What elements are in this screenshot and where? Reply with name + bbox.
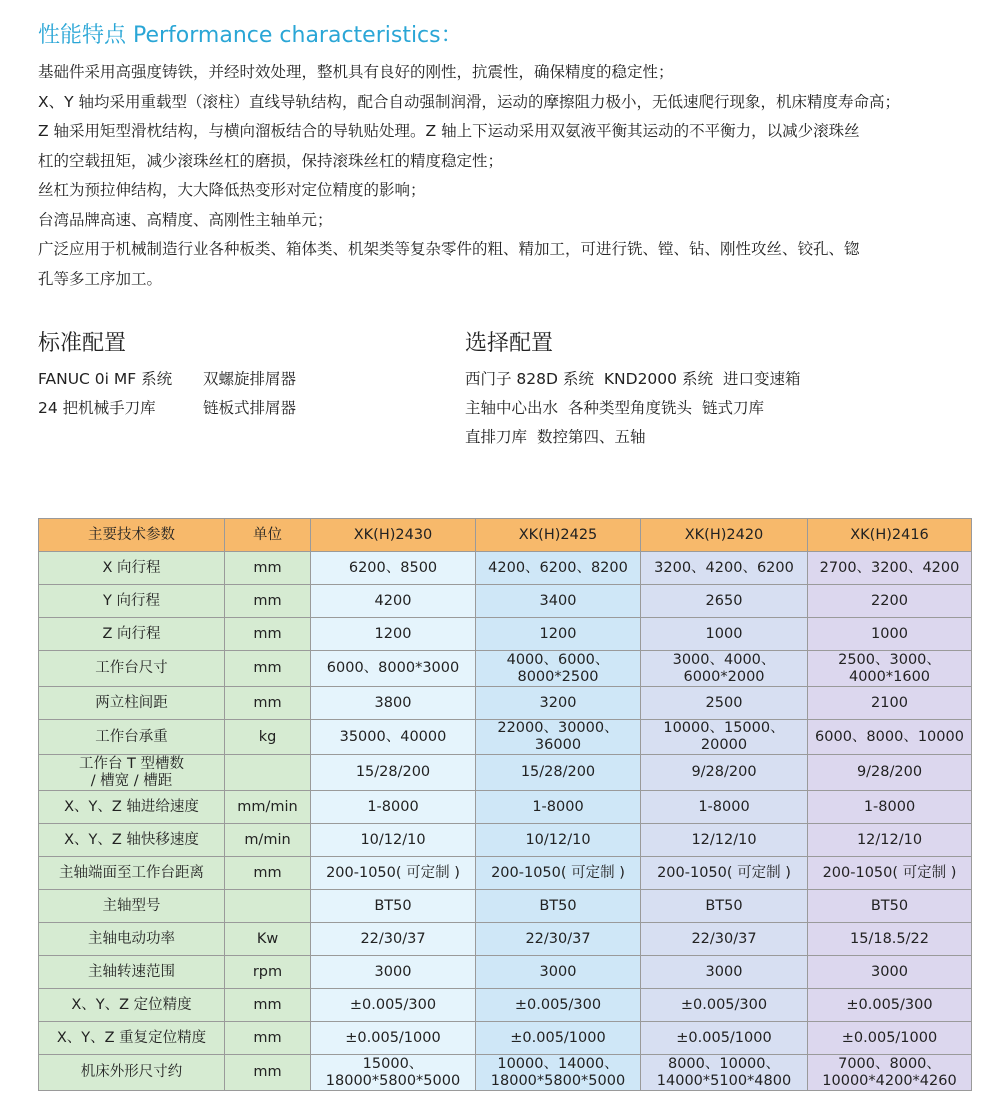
optional-config-row — [465, 365, 810, 394]
performance-line: 基础件采用高强度铸铁，并经时效处理，整机具有良好的刚性，抗震性，确保精度的稳定性； — [38, 63, 674, 81]
spec-unit-cell: mm — [225, 687, 311, 720]
performance-title: 性能特点 Performance characteristics： — [38, 23, 463, 48]
spec-value-cell: 22/30/37 — [641, 923, 808, 956]
spec-value-cell: 3200 — [476, 687, 641, 720]
spec-value-cell: BT50 — [808, 890, 972, 923]
spec-value-cell: 1-8000 — [808, 791, 972, 824]
spec-value-cell: 3000 — [476, 956, 641, 989]
table-row — [39, 989, 972, 1022]
optional-config-item: 链式刀库 — [702, 399, 765, 417]
spec-unit-cell: mm — [225, 1022, 311, 1055]
spec-value-cell: 10/12/10 — [476, 824, 641, 857]
spec-param-cell: 主轴电动功率 — [39, 923, 225, 956]
spec-header-model: XK(H)2420 — [641, 519, 808, 552]
spec-value-cell: 15/28/200 — [476, 755, 641, 791]
spec-value-cell: 1-8000 — [311, 791, 476, 824]
standard-config-item: FANUC 0i MF 系统 — [38, 370, 173, 388]
spec-value-cell: 1-8000 — [641, 791, 808, 824]
spec-value-cell: 10/12/10 — [311, 824, 476, 857]
spec-table-body — [39, 552, 972, 1091]
spec-param-cell: X 向行程 — [39, 552, 225, 585]
spec-value-cell: 2500、3000、 4000*1600 — [808, 651, 972, 687]
spec-value-cell: 1200 — [476, 618, 641, 651]
spec-unit-cell: mm/min — [225, 791, 311, 824]
spec-value-cell: 6000、8000、10000 — [808, 720, 972, 755]
spec-unit-cell: m/min — [225, 824, 311, 857]
spec-value-cell: 6200、8500 — [311, 552, 476, 585]
table-row — [39, 1022, 972, 1055]
performance-line: 杠的空载扭矩，减少滚珠丝杠的磨损，保持滚珠丝杠的精度稳定性； — [38, 151, 504, 170]
table-row — [39, 720, 972, 755]
spec-value-cell: ±0.005/1000 — [476, 1022, 641, 1055]
spec-value-cell: 3200、4200、6200 — [641, 552, 808, 585]
spec-unit-cell: Kw — [225, 923, 311, 956]
table-row — [39, 585, 972, 618]
spec-value-cell: 200-1050( 可定制 ) — [311, 857, 476, 890]
standard-config-title: 标准配置 — [38, 331, 127, 356]
optional-config-item: 直排刀库 — [465, 428, 528, 446]
spec-value-cell: 3000 — [311, 956, 476, 989]
table-row — [39, 552, 972, 585]
table-row — [39, 687, 972, 720]
standard-config-row — [38, 365, 296, 394]
table-row — [39, 824, 972, 857]
spec-unit-cell: mm — [225, 552, 311, 585]
optional-config-item: 进口变速箱 — [722, 370, 801, 388]
spec-param-cell: 主轴型号 — [39, 890, 225, 923]
spec-value-cell: 10000、14000、 18000*5800*5000 — [476, 1055, 641, 1091]
table-row — [39, 923, 972, 956]
optional-config — [465, 326, 810, 452]
spec-header-param: 主要技术参数 — [39, 519, 225, 552]
spec-value-cell: ±0.005/300 — [311, 989, 476, 1022]
optional-config-item: 各种类型角度铣头 — [568, 399, 693, 417]
standard-config-row — [38, 394, 296, 423]
spec-value-cell: 7000、8000、 10000*4200*4260 — [808, 1055, 972, 1091]
standard-config — [38, 326, 296, 423]
optional-config-item: 西门子 828D 系统 — [465, 370, 594, 388]
standard-config-item: 链板式排屑器 — [203, 399, 297, 417]
table-row — [39, 956, 972, 989]
optional-config-title: 选择配置 — [465, 331, 554, 356]
spec-value-cell: 15000、 18000*5800*5000 — [311, 1055, 476, 1091]
spec-unit-cell: mm — [225, 618, 311, 651]
table-row — [39, 791, 972, 824]
spec-value-cell: BT50 — [311, 890, 476, 923]
spec-param-cell: X、Y、Z 轴快移速度 — [39, 824, 225, 857]
spec-value-cell: 12/12/10 — [641, 824, 808, 857]
table-row — [39, 651, 972, 687]
spec-value-cell: 3000 — [808, 956, 972, 989]
optional-config-item: KND2000 系统 — [603, 370, 713, 388]
spec-value-cell: ±0.005/300 — [808, 989, 972, 1022]
spec-value-cell: 10000、15000、20000 — [641, 720, 808, 755]
spec-value-cell: ±0.005/1000 — [808, 1022, 972, 1055]
spec-value-cell: 2100 — [808, 687, 972, 720]
spec-value-cell: 200-1050( 可定制 ) — [808, 857, 972, 890]
spec-value-cell: 8000、10000、 14000*5100*4800 — [641, 1055, 808, 1091]
optional-config-row — [465, 394, 810, 423]
spec-param-cell: 主轴端面至工作台距离 — [39, 857, 225, 890]
spec-value-cell: ±0.005/300 — [476, 989, 641, 1022]
performance-line: X、Y 轴均采用重载型（滚柱）直线导轨结构，配合自动强制润滑，运动的摩擦阻力极小，无低速爬行现象，机床精度寿命高； — [38, 92, 901, 111]
spec-value-cell: 9/28/200 — [641, 755, 808, 791]
spec-unit-cell: mm — [225, 651, 311, 687]
spec-unit-cell — [225, 890, 311, 923]
standard-config-item: 双螺旋排屑器 — [203, 370, 297, 388]
spec-table — [38, 518, 972, 1091]
optional-config-item: 数控第四、五轴 — [537, 428, 646, 446]
spec-header-model: XK(H)2430 — [311, 519, 476, 552]
spec-param-cell: 主轴转速范围 — [39, 956, 225, 989]
spec-param-cell: X、Y、Z 重复定位精度 — [39, 1022, 225, 1055]
performance-line: 广泛应用于机械制造行业各种板类、箱体类、机架类等复杂零件的粗、精加工，可进行铣、镗、钻、刚性攻丝、铰孔、锪 — [38, 240, 860, 258]
performance-line: Z 轴采用矩型滑枕结构，与横向溜板结合的导轨贴处理。Z 轴上下运动采用双氨液平衡其运动的不平衡力，以减少滚珠丝 — [38, 122, 860, 140]
spec-value-cell: ±0.005/1000 — [641, 1022, 808, 1055]
spec-unit-cell: rpm — [225, 956, 311, 989]
spec-value-cell: 1000 — [641, 618, 808, 651]
spec-value-cell: 200-1050( 可定制 ) — [476, 857, 641, 890]
table-row — [39, 857, 972, 890]
spec-unit-cell: mm — [225, 585, 311, 618]
spec-value-cell: ±0.005/300 — [641, 989, 808, 1022]
spec-value-cell: 15/18.5/22 — [808, 923, 972, 956]
spec-value-cell: 12/12/10 — [808, 824, 972, 857]
spec-value-cell: 4200、6200、8200 — [476, 552, 641, 585]
spec-value-cell: 22000、30000、36000 — [476, 720, 641, 755]
spec-value-cell: BT50 — [476, 890, 641, 923]
spec-param-cell: 机床外形尺寸约 — [39, 1055, 225, 1091]
performance-line: 丝杠为预拉伸结构，大大降低热变形对定位精度的影响； — [38, 181, 426, 199]
performance-line: 孔等多工序加工。 — [38, 269, 163, 288]
spec-header-model: XK(H)2425 — [476, 519, 641, 552]
spec-unit-cell: kg — [225, 720, 311, 755]
spec-param-cell: X、Y、Z 定位精度 — [39, 989, 225, 1022]
spec-value-cell: 22/30/37 — [476, 923, 641, 956]
spec-value-cell: BT50 — [641, 890, 808, 923]
table-row — [39, 755, 972, 791]
spec-unit-cell: mm — [225, 989, 311, 1022]
spec-value-cell: 6000、8000*3000 — [311, 651, 476, 687]
spec-value-cell: 1-8000 — [476, 791, 641, 824]
spec-value-cell: 2700、3200、4200 — [808, 552, 972, 585]
spec-param-cell: Z 向行程 — [39, 618, 225, 651]
table-row — [39, 890, 972, 923]
spec-value-cell: 9/28/200 — [808, 755, 972, 791]
spec-param-cell: X、Y、Z 轴进给速度 — [39, 791, 225, 824]
spec-value-cell: 3800 — [311, 687, 476, 720]
spec-value-cell: 22/30/37 — [311, 923, 476, 956]
spec-value-cell: 35000、40000 — [311, 720, 476, 755]
spec-value-cell: 200-1050( 可定制 ) — [641, 857, 808, 890]
spec-value-cell: 4200 — [311, 585, 476, 618]
spec-value-cell: 3000 — [641, 956, 808, 989]
spec-header-unit: 单位 — [225, 519, 311, 552]
spec-param-cell: 工作台 T 型槽数 / 槽宽 / 槽距 — [39, 755, 225, 791]
spec-value-cell: 2500 — [641, 687, 808, 720]
spec-value-cell: ±0.005/1000 — [311, 1022, 476, 1055]
spec-value-cell: 15/28/200 — [311, 755, 476, 791]
spec-value-cell: 3000、4000、 6000*2000 — [641, 651, 808, 687]
table-row — [39, 1055, 972, 1091]
performance-lines — [38, 58, 973, 294]
spec-param-cell: 两立柱间距 — [39, 687, 225, 720]
spec-param-cell: Y 向行程 — [39, 585, 225, 618]
spec-unit-cell: mm — [225, 857, 311, 890]
spec-value-cell: 2650 — [641, 585, 808, 618]
table-row — [39, 618, 972, 651]
spec-table-header-row — [39, 519, 972, 552]
spec-value-cell: 1200 — [311, 618, 476, 651]
spec-unit-cell — [225, 755, 311, 791]
spec-unit-cell: mm — [225, 1055, 311, 1091]
optional-config-row — [465, 423, 810, 452]
optional-config-item: 主轴中心出水 — [465, 399, 559, 417]
performance-line: 台湾品牌高速、高精度、高刚性主轴单元； — [38, 210, 333, 229]
spec-header-model: XK(H)2416 — [808, 519, 972, 552]
standard-config-item: 24 把机械手刀库 — [38, 399, 156, 417]
spec-value-cell: 2200 — [808, 585, 972, 618]
spec-param-cell: 工作台承重 — [39, 720, 225, 755]
spec-param-cell: 工作台尺寸 — [39, 651, 225, 687]
spec-value-cell: 4000、6000、 8000*2500 — [476, 651, 641, 687]
spec-value-cell: 3400 — [476, 585, 641, 618]
spec-value-cell: 1000 — [808, 618, 972, 651]
